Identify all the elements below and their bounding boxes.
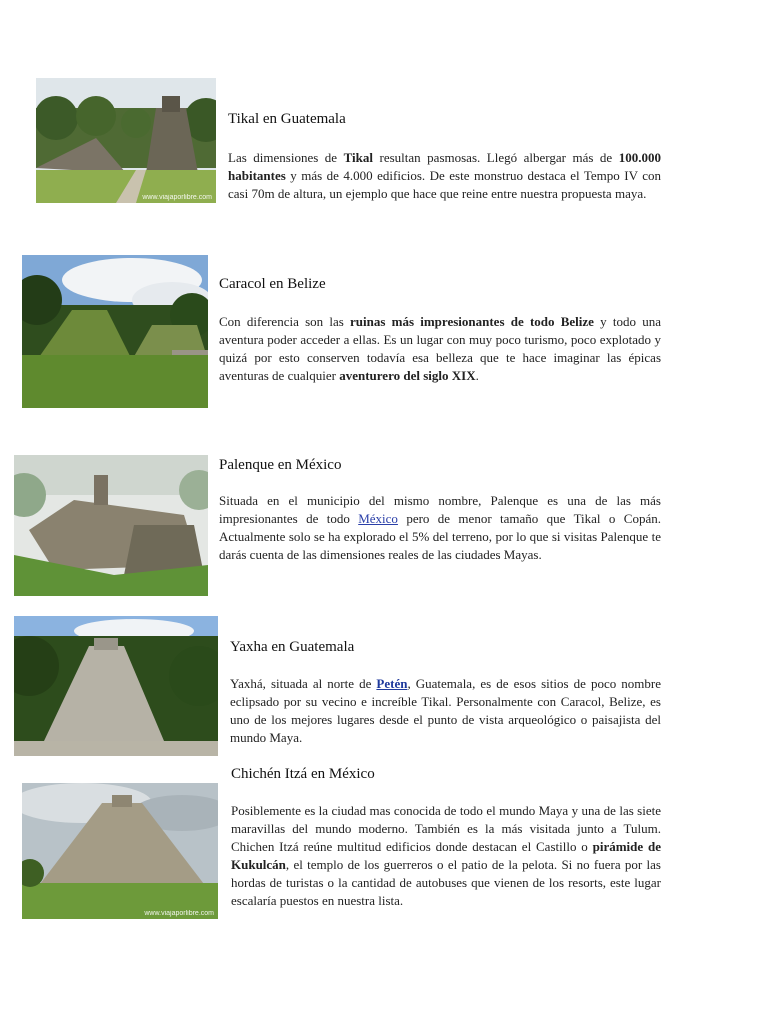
chichen-itza-photo — [22, 783, 218, 919]
chichen-itza-title: Chichén Itzá en México — [231, 766, 375, 782]
caracol-photo — [22, 255, 208, 408]
yaxha-paragraph — [230, 675, 661, 747]
bold-text: Tikal — [343, 150, 373, 165]
paragraph-text: Situada en el municipio del mismo nombre, Palenque es una de las más impresionantes de todo — [219, 493, 661, 526]
peten-link[interactable]: Petén — [376, 676, 408, 691]
chichen-itza-paragraph — [231, 802, 661, 910]
bold-text: aventurero del siglo XIX — [339, 368, 476, 383]
chichen-itza-watermark: www.viajaporlibre.com — [144, 910, 214, 917]
paragraph-text: , Guatemala, es de esos sitios de poco nombre eclipsado por su vecino e increíble Tikal. Personalmente con Caracol, Belize, es uno de los mejores lugares desde el punto de vista arqueológico o paisajista del mundo Maya. — [230, 676, 661, 745]
paragraph-text: resultan pasmosas. Llegó albergar más de — [372, 150, 619, 165]
paragraph-text: Con diferencia son las — [219, 314, 351, 329]
bold-text: ruinas más impresionantes de todo Belize — [350, 314, 594, 329]
paragraph-text: , el templo de los guerreros o el patio de la pelota. Si no fuera por las hordas de turistas o la cantidad de autobuses que vienen de los resorts, este lugar escalaría puestos en nuestra lista. — [231, 857, 661, 908]
palenque-title: Palenque en México — [219, 457, 342, 473]
paragraph-text: Posiblemente es la ciudad mas conocida de todo el mundo Maya y una de las siete maravillas del mundo moderno. También es la más visitada junto a Tulum. Chichen Itzá reúne multitud edificios donde destacan el Castillo o — [231, 803, 661, 854]
bold-text: 100.000 habitantes — [228, 150, 661, 183]
tikal-watermark: www.viajaporlibre.com — [142, 194, 212, 201]
caracol-title: Caracol en Belize — [219, 276, 326, 292]
paragraph-text: . — [475, 368, 479, 383]
tikal-paragraph — [228, 149, 661, 203]
paragraph-text: pero de menor tamaño que Tikal o Copán. Actualmente solo se ha explorado el 5% del terreno, por lo que si visitas Palenque te darás cuenta de las dimensiones reales de las ciudades Mayas. — [219, 511, 661, 562]
palenque-photo — [14, 455, 208, 596]
paragraph-text: Yaxhá, situada al norte de — [230, 676, 377, 691]
tikal-photo — [36, 78, 216, 203]
mexico-link[interactable]: México — [358, 511, 398, 526]
caracol-paragraph — [219, 313, 661, 385]
palenque-paragraph — [219, 492, 661, 564]
paragraph-text: y todo una aventura poder acceder a ellas. Es un lugar con muy poco turismo, poco explotado y quizá por esto conserven todavía esa belleza que te hace imaginar las épicas aventuras de cualquier — [219, 314, 661, 383]
yaxha-photo — [14, 616, 218, 756]
yaxha-title: Yaxha en Guatemala — [230, 639, 355, 655]
paragraph-text: y más de 4.000 edificios. De este monstruo destaca el Tempo IV con casi 70m de altura, un ejemplo que hace que reine entre nuestra propuesta maya. — [228, 168, 661, 201]
tikal-title: Tikal en Guatemala — [228, 111, 346, 127]
paragraph-text: Las dimensiones de — [228, 150, 344, 165]
bold-text: pirámide de Kukulcán — [231, 839, 661, 872]
